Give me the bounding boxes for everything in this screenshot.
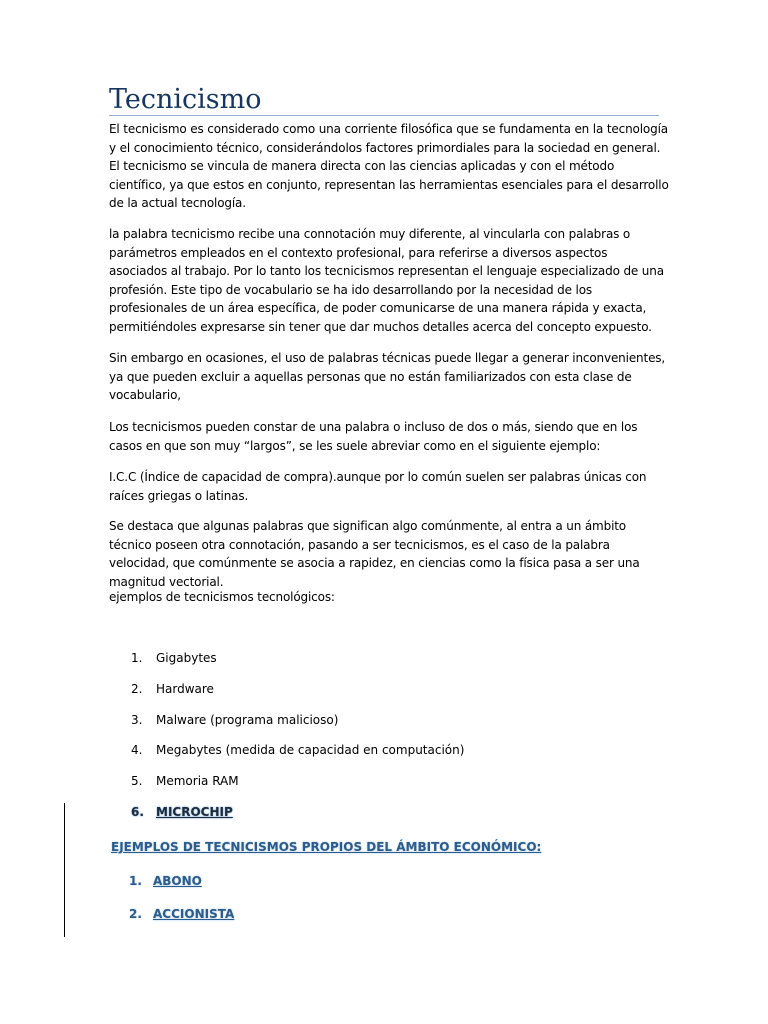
- list-item-text: Megabytes (medida de capacidad en computación): [156, 743, 465, 757]
- list-item: [131, 742, 464, 758]
- list-item-text: ACCIONISTA: [153, 907, 235, 921]
- list-item-text: Malware (programa malicioso): [156, 713, 339, 727]
- list-number: 4.: [131, 743, 143, 757]
- list-item-text: Gigabytes: [156, 651, 217, 665]
- list-number: 1.: [131, 651, 143, 665]
- list-item-text: Hardware: [156, 682, 214, 696]
- paragraph-icc-example: I.C.C (Índice de capacidad de compra).aunque por lo común suelen ser palabras únicas con raíces griegas o latinas.: [109, 470, 647, 503]
- economic-list-item: [129, 873, 202, 889]
- tech-examples-heading: ejemplos de tecnicismos tecnológicos:: [109, 590, 335, 604]
- paragraph-inconveniences: Sin embargo en ocasiones, el uso de palabras técnicas puede llegar a generar inconvenientes, ya que pueden excluir a aquellas personas que no están familiarizados con esta clase de vocabulario,: [109, 351, 666, 402]
- list-item-highlighted: [131, 804, 233, 820]
- economic-examples-heading: EJEMPLOS DE TECNICISMOS PROPIOS DEL ÁMBITO ECONÓMICO:: [111, 840, 542, 854]
- list-number: 3.: [131, 713, 143, 727]
- paragraph-definition: El tecnicismo es considerado como una corriente filosófica que se fundamenta en la tecnología y el conocimiento técnico, considerándolos factores primordiales para la sociedad en general. El tecnicismo se vincula de manera directa con las ciencias aplicadas y con el método científico, ya que estos en conjunto, representan las herramientas esenciales para el desarrollo de la actual tecnología.: [109, 122, 669, 210]
- economic-list-item: [129, 906, 234, 922]
- list-number: 2.: [129, 907, 142, 921]
- list-number: 2.: [131, 682, 143, 696]
- paragraph-connotation: Se destaca que algunas palabras que significan algo comúnmente, al entra a un ámbito técnico poseen otra connotación, pasando a ser tecnicismos, es el caso de la palabra velocidad, que comúnmente se asocia a rapidez, en ciencias como la física pasa a ser una magnitud vectorial.: [109, 519, 640, 589]
- paragraph-professional-language: la palabra tecnicismo recibe una connotación muy diferente, al vincularla con palabras o parámetros empleados en el contexto profesional, para referirse a diversos aspectos asociados al trabajo. Por lo tanto los tecnicismos representan el lenguaje especializado de una profesión. Este tipo de vocabulario se ha ido desarrollando por la necesidad de los profesionales de un área específica, de poder comunicarse de una manera rápida y exacta, permitiéndoles expresarse sin tener que dar muchos detalles acerca del concepto expuesto.: [109, 227, 664, 334]
- list-number: 6.: [131, 805, 144, 819]
- list-item: [131, 773, 239, 789]
- title-underline-rule: [109, 115, 659, 116]
- list-item-text: MICROCHIP: [156, 805, 233, 819]
- change-bar-margin-line: [64, 803, 65, 937]
- paragraph-abbreviations: Los tecnicismos pueden constar de una palabra o incluso de dos o más, siendo que en los casos en que son muy “largos”, se les suele abreviar como en el siguiente ejemplo:: [109, 420, 638, 453]
- document-title: Tecnicismo: [109, 84, 262, 115]
- list-item: [131, 712, 338, 728]
- list-item-text: ABONO: [153, 874, 202, 888]
- list-number: 1.: [129, 874, 142, 888]
- list-number: 5.: [131, 774, 143, 788]
- list-item: [131, 650, 217, 666]
- list-item-text: Memoria RAM: [156, 774, 239, 788]
- list-item: [131, 681, 214, 697]
